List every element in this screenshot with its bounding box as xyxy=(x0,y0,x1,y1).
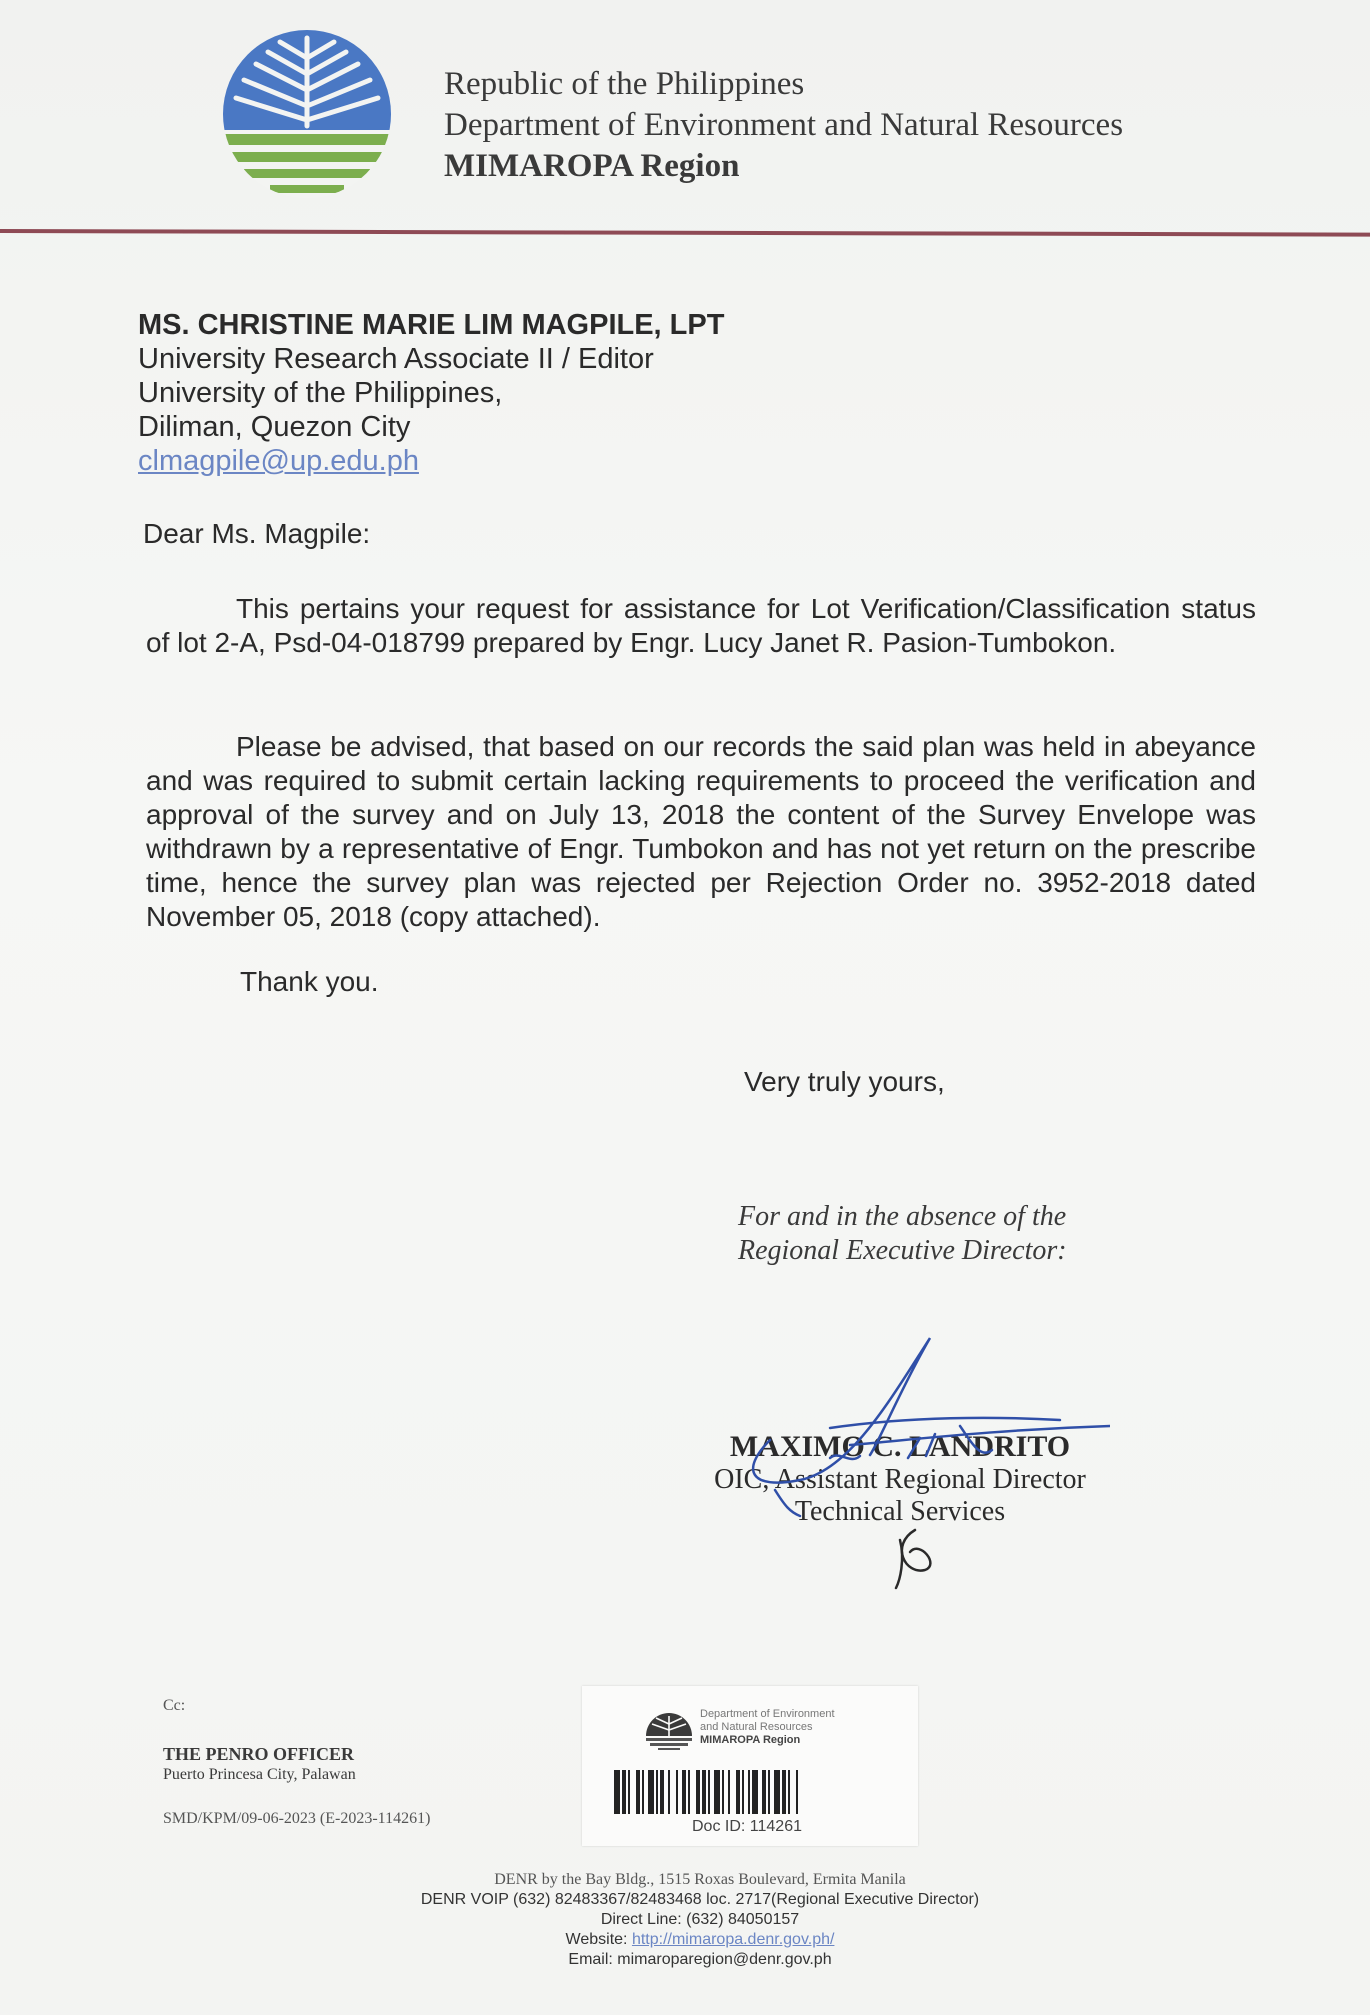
document-barcode-label xyxy=(582,1686,918,1846)
footer-voip: DENR VOIP (632) 82483367/82483468 loc. 2717(Regional Executive Director) xyxy=(420,1891,980,1908)
handwritten-signature xyxy=(730,1330,1110,1590)
complimentary-close: Very truly yours, xyxy=(744,1066,945,1097)
denr-small-logo xyxy=(642,1710,696,1750)
reference-code: SMD/KPM/09-06-2023 (E-2023-114261) xyxy=(163,1810,431,1827)
footer-email xyxy=(300,1950,1100,1970)
signatory-division: Technical Services xyxy=(794,1496,1006,1527)
label-line-3: MIMAROPA Region xyxy=(700,1734,801,1746)
thanks-line: Thank you. xyxy=(240,966,379,997)
recipient-block xyxy=(138,308,724,478)
cc-office: THE PENRO OFFICER xyxy=(163,1744,355,1764)
recipient-email-link[interactable]: clmagpile@up.edu.ph xyxy=(138,445,419,477)
email-label: Email: xyxy=(568,1951,613,1968)
cc-recipient xyxy=(163,1743,356,1785)
absence-note xyxy=(738,1200,1067,1268)
footer-address: DENR by the Bay Bldg., 1515 Roxas Boulevard, Ermita Manila xyxy=(494,1871,906,1888)
footer-contact xyxy=(300,1870,1100,1970)
signatory-title: OIC, Assistant Regional Director xyxy=(714,1464,1086,1495)
footer-website xyxy=(300,1930,1100,1950)
label-line-1: Department of Environment xyxy=(700,1708,835,1720)
absence-line-1: For and in the absence of the xyxy=(738,1201,1067,1232)
cc-location: Puerto Princesa City, Palawan xyxy=(163,1766,356,1783)
signatory-name: MAXIMO C. LANDRITO xyxy=(729,1430,1071,1463)
body-paragraph-1: This pertains your request for assistance for Lot Verification/Classification status of lot 2-A, Psd-04-018799 prepared by Engr. Lucy Janet R. Pasion-Tumbokon. xyxy=(146,593,1256,658)
email-address[interactable]: mimaroparegion@denr.gov.ph xyxy=(617,1951,832,1968)
website-link[interactable]: http://mimaropa.denr.gov.ph/ xyxy=(631,1931,835,1948)
header-divider xyxy=(0,229,1370,237)
cc-label: Cc: xyxy=(163,1697,186,1714)
recipient-name: MS. CHRISTINE MARIE LIM MAGPILE, LPT xyxy=(138,309,725,341)
republic-line: Republic of the Philippines xyxy=(444,66,805,102)
recipient-institution: University of the Philippines, xyxy=(138,377,503,409)
recipient-address: Diliman, Quezon City xyxy=(138,411,411,443)
footer-direct-line: Direct Line: (632) 84050157 xyxy=(600,1911,800,1928)
department-line: Department of Environment and Natural Resources xyxy=(444,107,1124,143)
denr-logo xyxy=(222,28,392,200)
region-line: MIMAROPA Region xyxy=(444,148,740,184)
agency-header xyxy=(444,64,1123,187)
body-paragraph-2: Please be advised, that based on our records the said plan was held in abeyance and was required to submit certain lacking requirements to proceed the verification and approval of the survey and on July 13, 2018 the content of the Survey Envelope was withdrawn by a representative of Engr. Tumbokon and has not yet return on the prescribe time, hence the survey plan was rejected per Rejection Order no. 3952-2018 dated November 05, 2018 (copy attached). xyxy=(146,731,1256,932)
recipient-position: University Research Associate II / Editor xyxy=(138,343,654,375)
barcode-icon xyxy=(614,1770,894,1818)
label-agency-text xyxy=(700,1708,835,1747)
website-label: Website: xyxy=(565,1931,628,1948)
absence-line-2: Regional Executive Director: xyxy=(738,1235,1067,1266)
doc-id: Doc ID: 114261 xyxy=(692,1818,802,1835)
salutation: Dear Ms. Magpile: xyxy=(143,518,371,549)
label-line-2: and Natural Resources xyxy=(700,1721,813,1733)
